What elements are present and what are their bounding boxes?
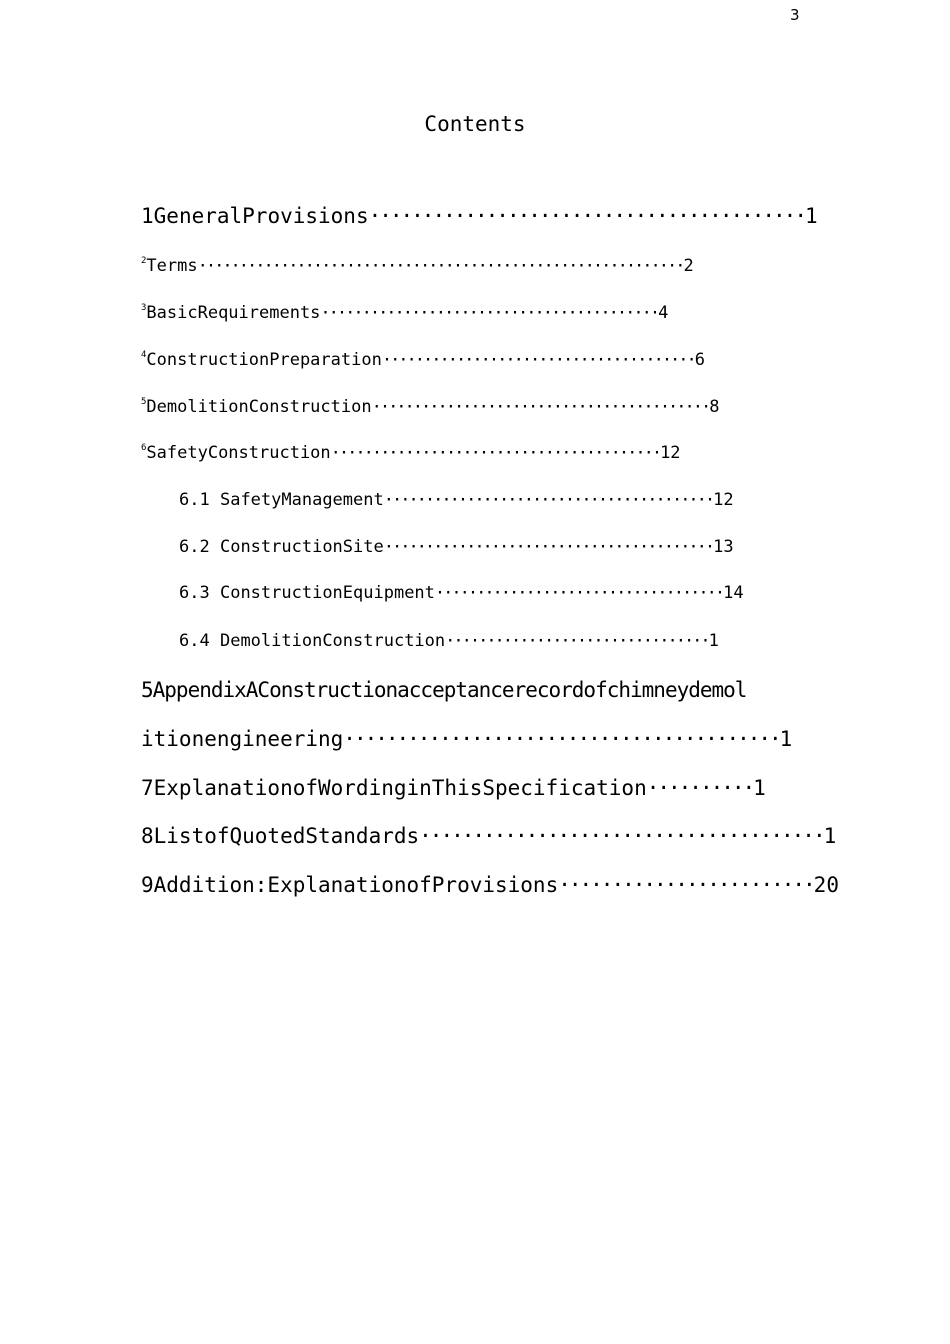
toc-page: 1 <box>804 204 818 228</box>
toc-number: 6.3 <box>179 583 210 603</box>
toc-page: 1 <box>753 776 766 800</box>
toc-page: 14 <box>723 583 744 603</box>
toc-title: 5AppendixAConstructionacceptancerecordofchimneydemol <box>141 678 747 702</box>
page-number: 3 <box>790 6 800 24</box>
toc-entry-appendix-a[interactable] <box>141 678 746 702</box>
toc-title: SafetyManagement <box>219 490 384 510</box>
toc-title: SafetyConstruction <box>146 443 331 463</box>
toc-entry-basic-requirements[interactable] <box>141 303 668 323</box>
toc-entry-appendix-a-continued[interactable] <box>141 727 792 751</box>
toc-entry-explanation-of-wording[interactable] <box>141 776 766 800</box>
toc-leader: ········································ <box>330 443 661 463</box>
toc-entry-construction-preparation[interactable] <box>141 350 705 370</box>
toc-page: 13 <box>713 537 734 557</box>
toc-title: DemolitionConstruction <box>219 631 446 651</box>
toc-title: 9Addition:ExplanationofProvisions <box>141 873 559 897</box>
toc-leader: ································ <box>445 631 709 651</box>
toc-entry-quoted-standards[interactable] <box>141 824 836 848</box>
toc-leader: ··································· <box>434 583 724 603</box>
toc-page: 12 <box>713 490 734 510</box>
toc-title: itionengineering <box>141 727 344 751</box>
toc-title: GeneralProvisions <box>153 204 369 228</box>
toc-number: 1 <box>141 204 154 228</box>
toc-entry-demolition-construction[interactable] <box>141 397 719 417</box>
toc-page: 1 <box>779 727 793 751</box>
toc-number: 6.4 <box>179 631 210 651</box>
toc-number: 3 <box>141 303 147 314</box>
toc-title: BasicRequirements <box>146 303 321 323</box>
toc-leader: ········································· <box>343 727 780 751</box>
toc-number: 6.1 <box>179 490 210 510</box>
toc-entry-terms[interactable] <box>141 256 694 276</box>
toc-title: DemolitionConstruction <box>146 397 372 417</box>
toc-leader: ······································ <box>381 350 695 370</box>
toc-entry-safety-construction[interactable] <box>141 443 681 463</box>
toc-page: 20 <box>813 873 839 897</box>
toc-page: 8 <box>709 397 720 417</box>
toc-leader: ··························································· <box>197 256 684 276</box>
toc-number: 6.2 <box>179 537 210 557</box>
toc-subentry-safety-management[interactable] <box>179 490 734 510</box>
toc-page: 6 <box>694 350 706 370</box>
toc-page: 12 <box>660 443 681 463</box>
toc-leader: ········································· <box>371 397 710 417</box>
toc-leader: ········································· <box>320 303 659 323</box>
toc-number: 2 <box>141 256 147 267</box>
toc-entry-general-provisions[interactable] <box>141 204 818 228</box>
toc-title: ConstructionPreparation <box>146 350 382 370</box>
toc-title: Terms <box>146 256 198 276</box>
toc-number: 6 <box>141 443 147 454</box>
toc-page: 4 <box>658 303 669 323</box>
toc-page: 1 <box>708 631 719 651</box>
toc-leader: ········································ <box>383 537 714 557</box>
toc-number: 4 <box>141 350 147 361</box>
toc-entry-addition[interactable] <box>141 873 839 897</box>
toc-subentry-construction-equipment[interactable] <box>179 583 744 603</box>
toc-subentry-demolition-construction[interactable] <box>179 631 719 651</box>
toc-leader: ······································ <box>419 824 824 848</box>
toc-title: 8ListofQuotedStandards <box>141 824 420 848</box>
toc-leader: ········································ <box>383 490 714 510</box>
toc-title: 7ExplanationofWordinginThisSpecification <box>141 776 647 800</box>
toc-title: ConstructionSite <box>219 537 384 557</box>
toc-leader: ························ <box>558 873 814 897</box>
toc-page: 2 <box>683 256 694 276</box>
toc-number: 5 <box>141 397 147 408</box>
toc-page: 1 <box>823 824 837 848</box>
toc-leader: ········································· <box>368 204 805 228</box>
toc-leader: ·········· <box>646 776 754 800</box>
toc-title: ConstructionEquipment <box>219 583 435 603</box>
page-title: Contents <box>424 112 526 136</box>
toc-subentry-construction-site[interactable] <box>179 537 734 557</box>
